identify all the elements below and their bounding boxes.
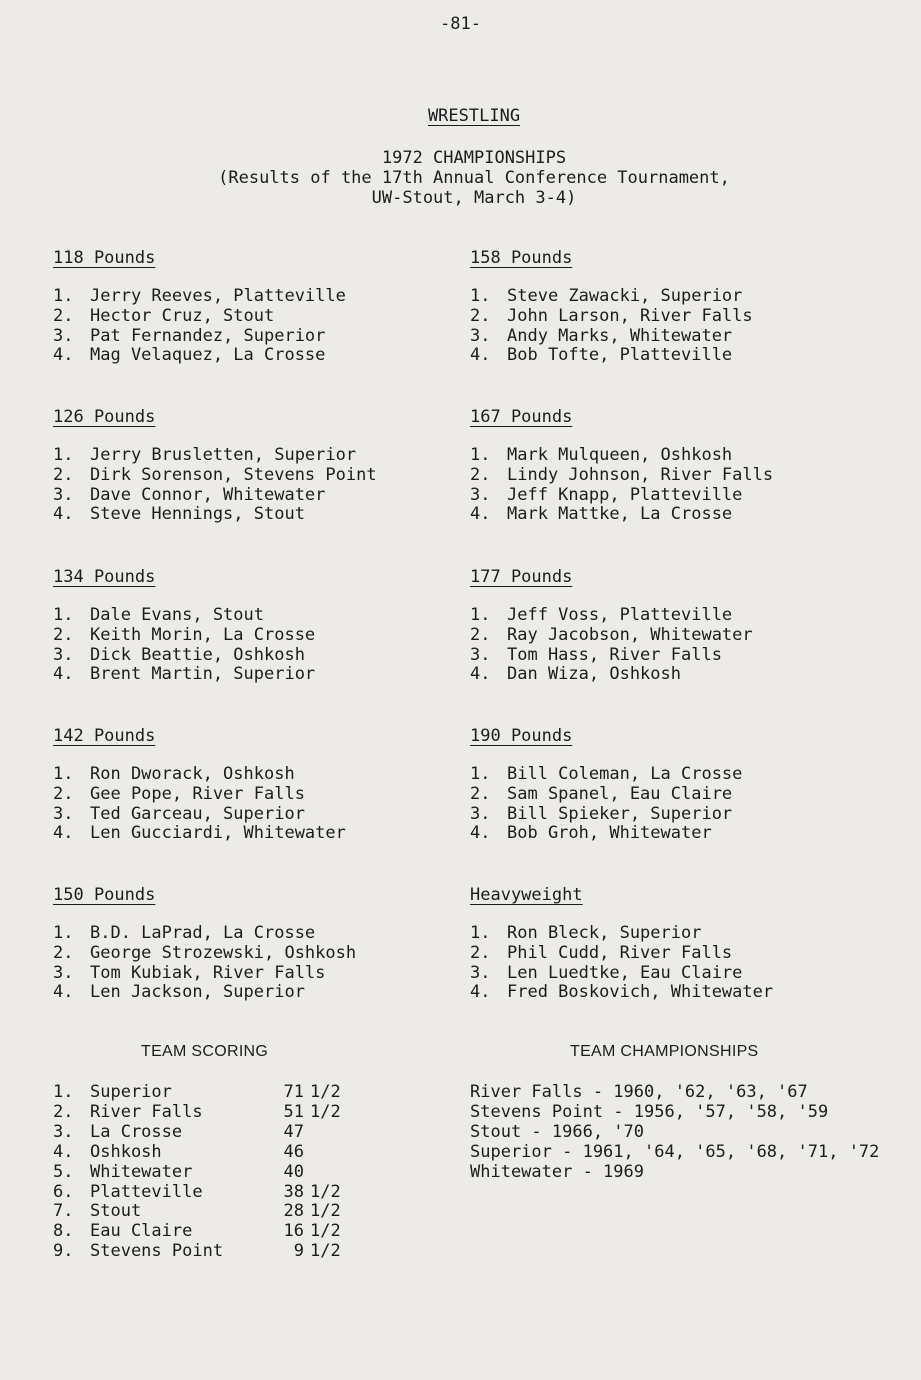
weight-class-heading: 167 Pounds (470, 407, 573, 427)
score-row (53, 1143, 393, 1163)
wrestler-name: Andy Marks, Whitewater (507, 325, 733, 346)
wrestler-name: Bill Spieker, Superior (507, 803, 733, 824)
weight-class-block (53, 248, 453, 366)
placing-rank: 1. (470, 286, 491, 306)
weight-class-heading: 150 Pounds (53, 885, 156, 905)
placing-rank: 4. (53, 823, 74, 844)
wrestler-name: Dale Evans, Stout (90, 605, 264, 625)
score-row (53, 1242, 393, 1262)
weight-class-block (53, 726, 453, 844)
wrestler-name: Dirk Sorenson, Stevens Point (90, 464, 377, 485)
wrestler-name: Dick Beattie, Oshkosh (90, 644, 305, 665)
placing-row (470, 307, 870, 327)
wrestler-name: Brent Martin, Superior (90, 664, 316, 685)
weight-class-block (53, 567, 453, 685)
weight-class-heading: Heavyweight (470, 885, 583, 905)
placings-list (53, 606, 453, 685)
team-points: 38 (283, 1181, 304, 1202)
placing-rank: 3. (470, 325, 491, 346)
wrestler-name: Mark Mattke, La Crosse (507, 504, 733, 525)
placing-rank: 3. (53, 803, 74, 824)
placing-row (53, 944, 453, 964)
wrestler-name: Lindy Johnson, River Falls (507, 464, 774, 485)
placing-row (470, 983, 870, 1003)
wrestler-name: Ron Bleck, Superior (507, 923, 702, 943)
wrestler-name: Jerry Reeves, Platteville (90, 286, 346, 306)
placing-row (53, 765, 453, 785)
score-row (53, 1202, 393, 1222)
placing-rank: 4. (53, 345, 74, 366)
wrestler-name: Bill Coleman, La Crosse (507, 764, 743, 784)
placings-list (470, 606, 870, 685)
weight-class-heading: 142 Pounds (53, 726, 156, 746)
subtitle-line: UW-Stout, March 3-4) (371, 188, 577, 208)
wrestler-name: George Strozewski, Oshkosh (90, 942, 357, 963)
placing-rank: 3. (53, 962, 74, 983)
score-row (53, 1083, 393, 1103)
score-rank: 8. (53, 1221, 74, 1242)
placing-row (470, 327, 870, 347)
placing-row (470, 665, 870, 685)
score-row (53, 1103, 393, 1123)
placing-row (470, 505, 870, 525)
team-points: 9 (293, 1241, 304, 1262)
points-fraction: 1/2 (310, 1221, 341, 1242)
placing-rank: 2. (53, 624, 74, 645)
placings-list (470, 446, 870, 525)
placing-rank: 4. (470, 664, 491, 685)
placing-rank: 2. (470, 624, 491, 645)
weight-class-block (470, 885, 870, 1003)
placing-rank: 3. (470, 803, 491, 824)
placings-list (470, 924, 870, 1003)
wrestler-name: Len Gucciardi, Whitewater (90, 823, 346, 844)
wrestler-name: Phil Cudd, River Falls (507, 942, 733, 963)
score-row (53, 1163, 393, 1183)
championship-row: Stevens Point - 1956, '57, '58, '59 (470, 1101, 829, 1122)
team-points: 40 (283, 1161, 304, 1182)
team-name: Whitewater (90, 1161, 193, 1182)
placing-row (53, 606, 453, 626)
team-points: 16 (283, 1221, 304, 1242)
wrestler-name: Dan Wiza, Oshkosh (507, 664, 681, 685)
placing-row (470, 446, 870, 466)
placing-row (470, 346, 870, 366)
weight-class-block (470, 407, 870, 525)
wrestler-name: Len Luedtke, Eau Claire (507, 962, 743, 983)
team-name: Stout (90, 1201, 142, 1222)
placings-list (53, 446, 453, 525)
weight-class-heading: 118 Pounds (53, 248, 156, 268)
placing-rank: 2. (53, 942, 74, 963)
placing-row (470, 805, 870, 825)
placings-list (53, 924, 453, 1003)
wrestler-name: Tom Kubiak, River Falls (90, 962, 326, 983)
score-row (53, 1183, 393, 1203)
placing-rank: 4. (53, 664, 74, 685)
team-name: Oshkosh (90, 1141, 162, 1162)
score-rank: 1. (53, 1082, 74, 1102)
team-name: Platteville (90, 1181, 203, 1202)
wrestler-name: John Larson, River Falls (507, 305, 753, 326)
placing-rank: 2. (53, 464, 74, 485)
placings-list (470, 765, 870, 844)
championship-row: Stout - 1966, '70 (470, 1121, 644, 1142)
weight-class-block (470, 726, 870, 844)
weight-class-heading: 177 Pounds (470, 567, 573, 587)
placing-rank: 1. (470, 445, 491, 465)
placing-rank: 1. (470, 923, 491, 943)
placing-row (53, 665, 453, 685)
placing-row (53, 983, 453, 1003)
placing-rank: 2. (470, 464, 491, 485)
placing-rank: 3. (470, 644, 491, 665)
wrestler-name: Gee Pope, River Falls (90, 783, 305, 804)
placing-rank: 1. (470, 605, 491, 625)
placing-rank: 2. (53, 305, 74, 326)
placing-row (470, 824, 870, 844)
placing-rank: 4. (470, 504, 491, 525)
placing-rank: 2. (470, 305, 491, 326)
team-name: River Falls (90, 1101, 203, 1122)
placing-rank: 2. (470, 783, 491, 804)
placing-row (53, 505, 453, 525)
placing-rank: 1. (470, 764, 491, 784)
placing-rank: 1. (53, 764, 74, 784)
placing-row (53, 346, 453, 366)
placing-row (53, 626, 453, 646)
championship-row: River Falls - 1960, '62, '63, '67 (470, 1082, 808, 1102)
wrestler-name: Jeff Knapp, Platteville (507, 484, 743, 505)
wrestler-name: Jeff Voss, Platteville (507, 605, 733, 625)
wrestler-name: Dave Connor, Whitewater (90, 484, 326, 505)
weight-class-block (470, 567, 870, 685)
placing-rank: 1. (53, 923, 74, 943)
placing-rank: 2. (53, 783, 74, 804)
placing-rank: 3. (53, 325, 74, 346)
score-rank: 7. (53, 1201, 74, 1222)
wrestler-name: Pat Fernandez, Superior (90, 325, 326, 346)
wrestler-name: Bob Tofte, Platteville (507, 345, 733, 366)
weight-class-heading: 134 Pounds (53, 567, 156, 587)
placing-row (53, 287, 453, 307)
weight-class-heading: 158 Pounds (470, 248, 573, 268)
placing-row (470, 944, 870, 964)
placing-rank: 2. (470, 942, 491, 963)
score-rank: 2. (53, 1101, 74, 1122)
placing-row (53, 327, 453, 347)
score-row (53, 1222, 393, 1242)
page-number: -81- (440, 14, 481, 34)
placing-rank: 1. (53, 286, 74, 306)
wrestler-name: Ray Jacobson, Whitewater (507, 624, 753, 645)
placing-row (470, 646, 870, 666)
placing-row (470, 924, 870, 944)
placing-rank: 3. (53, 484, 74, 505)
wrestler-name: Hector Cruz, Stout (90, 305, 275, 326)
subtitle-line: 1972 CHAMPIONSHIPS (381, 148, 567, 168)
points-fraction: 1/2 (310, 1082, 341, 1102)
weight-class-block (53, 885, 453, 1003)
wrestler-name: Fred Boskovich, Whitewater (507, 982, 774, 1003)
placing-row (53, 307, 453, 327)
score-row (53, 1123, 393, 1143)
wrestler-name: Bob Groh, Whitewater (507, 823, 712, 844)
wrestler-name: Keith Morin, La Crosse (90, 624, 316, 645)
placing-row (53, 785, 453, 805)
wrestler-name: Jerry Brusletten, Superior (90, 445, 357, 465)
team-points: 47 (283, 1121, 304, 1142)
placing-row (53, 924, 453, 944)
placing-row (53, 486, 453, 506)
placing-row (53, 805, 453, 825)
placing-row (470, 486, 870, 506)
team-points: 28 (283, 1201, 304, 1222)
placing-rank: 4. (470, 823, 491, 844)
placings-list (53, 765, 453, 844)
page-title: WRESTLING (427, 106, 521, 126)
points-fraction: 1/2 (310, 1101, 341, 1122)
wrestler-name: Steve Hennings, Stout (90, 504, 305, 525)
team-points: 71 (283, 1082, 304, 1102)
placing-row (53, 646, 453, 666)
weight-class-block (470, 248, 870, 366)
score-rank: 9. (53, 1241, 74, 1262)
wrestler-name: Len Jackson, Superior (90, 982, 305, 1003)
points-fraction: 1/2 (310, 1201, 341, 1222)
placings-list (470, 287, 870, 366)
placing-rank: 4. (53, 982, 74, 1003)
placing-row (470, 606, 870, 626)
weight-class-heading: 190 Pounds (470, 726, 573, 746)
wrestler-name: Mag Velaquez, La Crosse (90, 345, 326, 366)
placing-rank: 4. (470, 982, 491, 1003)
wrestler-name: Sam Spanel, Eau Claire (507, 783, 733, 804)
placing-rank: 4. (470, 345, 491, 366)
placing-row (53, 824, 453, 844)
wrestler-name: Ron Dworack, Oshkosh (90, 764, 295, 784)
placing-row (53, 466, 453, 486)
weight-class-heading: 126 Pounds (53, 407, 156, 427)
placing-rank: 3. (470, 962, 491, 983)
score-rank: 4. (53, 1141, 74, 1162)
subtitle-line: (Results of the 17th Annual Conference Tournament, (218, 168, 730, 188)
weight-class-block (53, 407, 453, 525)
placing-rank: 1. (53, 445, 74, 465)
team-championships-title: TEAM CHAMPIONSHIPS (570, 1043, 759, 1060)
team-scoring-title: TEAM SCORING (141, 1043, 269, 1060)
points-fraction: 1/2 (310, 1181, 341, 1202)
placing-row (53, 446, 453, 466)
placing-rank: 3. (53, 644, 74, 665)
team-name: Stevens Point (90, 1241, 224, 1262)
wrestler-name: Ted Garceau, Superior (90, 803, 305, 824)
wrestler-name: Mark Mulqueen, Oshkosh (507, 445, 733, 465)
team-points: 51 (283, 1101, 304, 1122)
points-fraction: 1/2 (310, 1241, 341, 1262)
wrestler-name: B.D. LaPrad, La Crosse (90, 923, 316, 943)
wrestler-name: Tom Hass, River Falls (507, 644, 722, 665)
placing-row (470, 466, 870, 486)
score-rank: 6. (53, 1181, 74, 1202)
team-name: Eau Claire (90, 1221, 193, 1242)
team-name: Superior (90, 1082, 172, 1102)
championship-row: Whitewater - 1969 (470, 1161, 644, 1182)
placing-row (470, 626, 870, 646)
placing-rank: 3. (470, 484, 491, 505)
placing-row (470, 765, 870, 785)
championship-row: Superior - 1961, '64, '65, '68, '71, '72 (470, 1141, 880, 1162)
placing-rank: 4. (53, 504, 74, 525)
score-rank: 3. (53, 1121, 74, 1142)
placing-row (470, 287, 870, 307)
placings-list (53, 287, 453, 366)
wrestler-name: Steve Zawacki, Superior (507, 286, 743, 306)
placing-row (470, 785, 870, 805)
placing-row (470, 964, 870, 984)
team-points: 46 (283, 1141, 304, 1162)
placing-rank: 1. (53, 605, 74, 625)
team-name: La Crosse (90, 1121, 183, 1142)
placing-row (53, 964, 453, 984)
score-rank: 5. (53, 1161, 74, 1182)
